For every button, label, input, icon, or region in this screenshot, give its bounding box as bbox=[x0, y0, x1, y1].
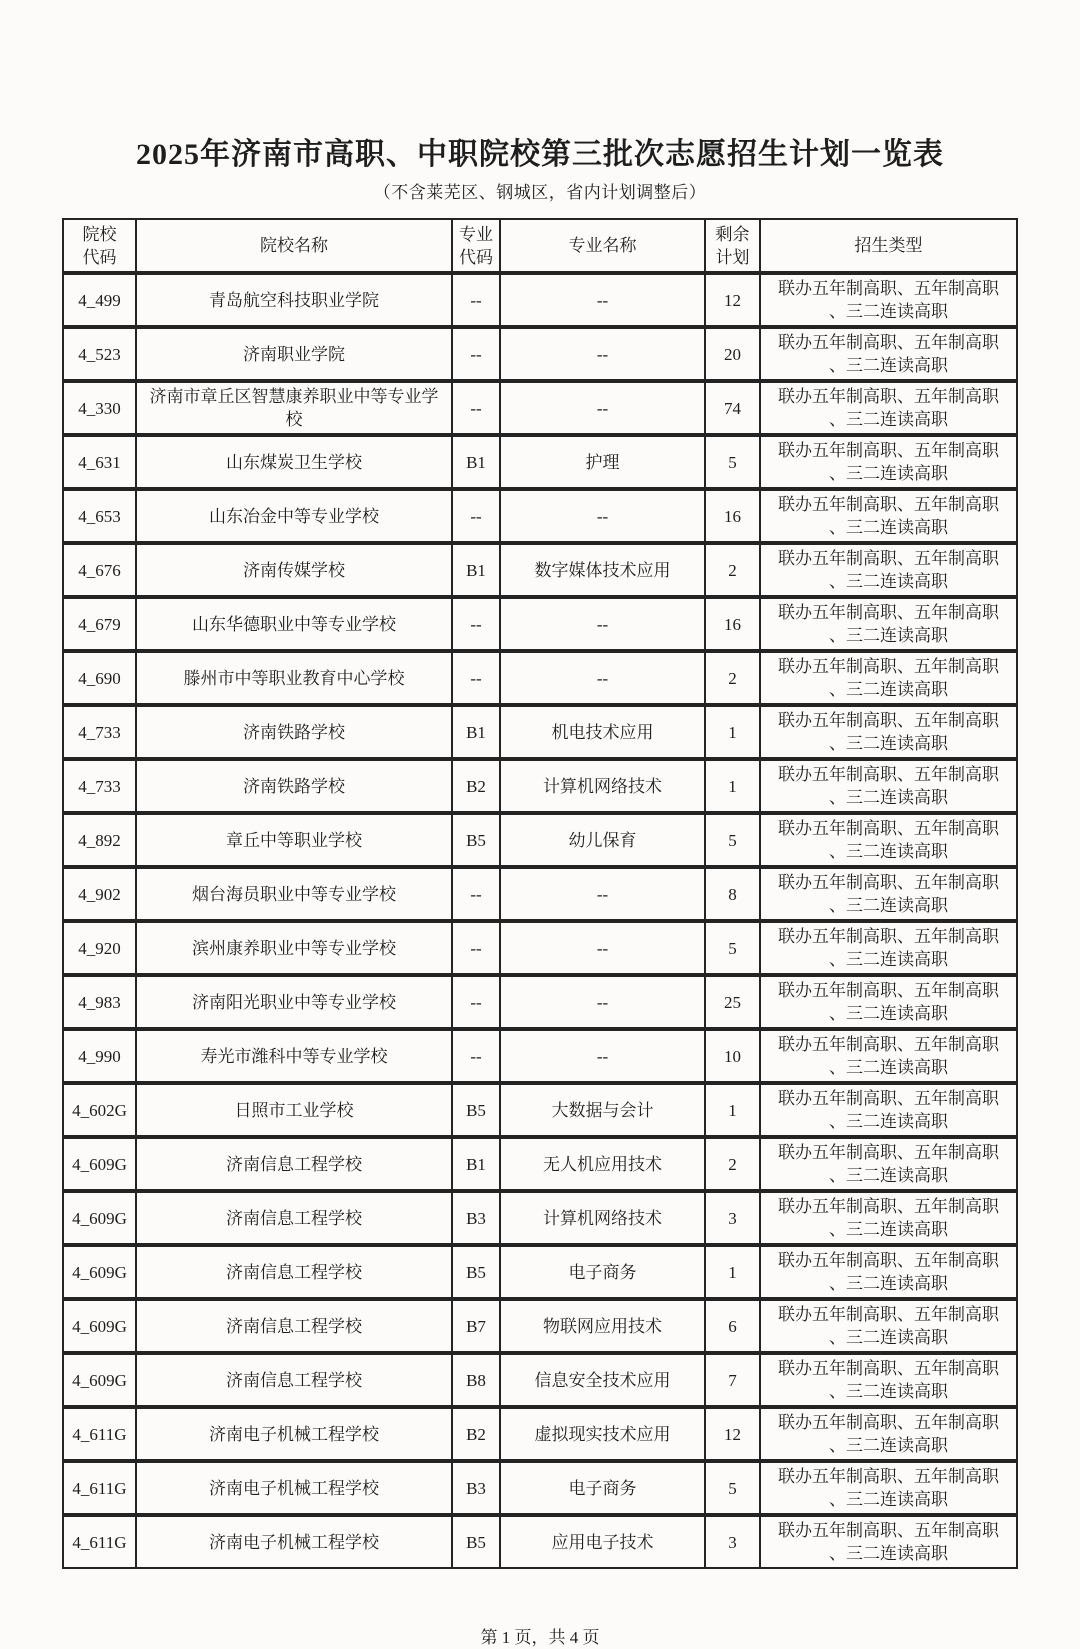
enrollment-type-line2: 、三二连读高职 bbox=[829, 1382, 948, 1401]
cell-school-code: 4_733 bbox=[63, 705, 136, 759]
enrollment-type-line2: 、三二连读高职 bbox=[829, 464, 948, 483]
cell-remaining: 5 bbox=[705, 813, 760, 867]
cell-school-name: 滨州康养职业中等专业学校 bbox=[136, 921, 452, 975]
table-row bbox=[63, 435, 1017, 489]
cell-major-name: 信息安全技术应用 bbox=[500, 1353, 705, 1407]
cell-major-name: 电子商务 bbox=[500, 1245, 705, 1299]
cell-remaining: 12 bbox=[705, 273, 760, 327]
cell-enrollment-type bbox=[760, 1137, 1017, 1191]
cell-major-code: -- bbox=[452, 489, 500, 543]
cell-enrollment-type bbox=[760, 489, 1017, 543]
cell-school-name: 济南信息工程学校 bbox=[136, 1137, 452, 1191]
cell-school-name: 济南铁路学校 bbox=[136, 759, 452, 813]
enrollment-type-line1: 联办五年制高职、五年制高职 bbox=[778, 1251, 999, 1270]
cell-major-code: -- bbox=[452, 1029, 500, 1083]
table-row bbox=[63, 867, 1017, 921]
enrollment-type-line2: 、三二连读高职 bbox=[829, 1490, 948, 1509]
cell-school-name: 济南电子机械工程学校 bbox=[136, 1461, 452, 1515]
cell-school-code: 4_499 bbox=[63, 273, 136, 327]
cell-major-code: B5 bbox=[452, 1245, 500, 1299]
table-row bbox=[63, 1245, 1017, 1299]
cell-remaining: 5 bbox=[705, 921, 760, 975]
enrollment-type-line2: 、三二连读高职 bbox=[829, 1220, 948, 1239]
cell-major-code: B5 bbox=[452, 1515, 500, 1568]
enrollment-type-line2: 、三二连读高职 bbox=[829, 518, 948, 537]
cell-enrollment-type bbox=[760, 921, 1017, 975]
cell-remaining: 20 bbox=[705, 327, 760, 381]
cell-school-code: 4_609G bbox=[63, 1245, 136, 1299]
cell-major-code: B2 bbox=[452, 759, 500, 813]
cell-school-name: 济南信息工程学校 bbox=[136, 1299, 452, 1353]
cell-enrollment-type bbox=[760, 651, 1017, 705]
cell-school-name: 济南电子机械工程学校 bbox=[136, 1407, 452, 1461]
cell-major-name: 应用电子技术 bbox=[500, 1515, 705, 1568]
cell-major-name: -- bbox=[500, 975, 705, 1029]
enrollment-type-line2: 、三二连读高职 bbox=[829, 410, 948, 429]
col-header-remaining bbox=[705, 219, 760, 273]
table-row bbox=[63, 705, 1017, 759]
table-row bbox=[63, 327, 1017, 381]
cell-school-code: 4_733 bbox=[63, 759, 136, 813]
table-row bbox=[63, 921, 1017, 975]
cell-enrollment-type bbox=[760, 1407, 1017, 1461]
col-header-school-code bbox=[63, 219, 136, 273]
col-header-enrollment-type: 招生类型 bbox=[760, 219, 1017, 273]
enrollment-type-line2: 、三二连读高职 bbox=[829, 896, 948, 915]
cell-enrollment-type bbox=[760, 543, 1017, 597]
cell-school-code: 4_676 bbox=[63, 543, 136, 597]
cell-school-name: 济南阳光职业中等专业学校 bbox=[136, 975, 452, 1029]
cell-major-name: 护理 bbox=[500, 435, 705, 489]
cell-remaining: 1 bbox=[705, 1245, 760, 1299]
cell-school-code: 4_609G bbox=[63, 1299, 136, 1353]
enrollment-type-line2: 、三二连读高职 bbox=[829, 1004, 948, 1023]
cell-major-name: -- bbox=[500, 273, 705, 327]
cell-school-code: 4_609G bbox=[63, 1191, 136, 1245]
cell-enrollment-type bbox=[760, 1191, 1017, 1245]
cell-major-name: -- bbox=[500, 489, 705, 543]
enrollment-type-line1: 联办五年制高职、五年制高职 bbox=[778, 387, 999, 406]
enrollment-type-line1: 联办五年制高职、五年制高职 bbox=[778, 1521, 999, 1540]
cell-remaining: 1 bbox=[705, 759, 760, 813]
enrollment-type-line2: 、三二连读高职 bbox=[829, 626, 948, 645]
enrollment-type-line2: 、三二连读高职 bbox=[829, 680, 948, 699]
cell-major-code: -- bbox=[452, 597, 500, 651]
cell-school-name: 山东冶金中等专业学校 bbox=[136, 489, 452, 543]
cell-remaining: 2 bbox=[705, 543, 760, 597]
cell-remaining: 2 bbox=[705, 651, 760, 705]
table-row bbox=[63, 1353, 1017, 1407]
enrollment-type-line1: 联办五年制高职、五年制高职 bbox=[778, 603, 999, 622]
enrollment-type-line1: 联办五年制高职、五年制高职 bbox=[778, 657, 999, 676]
cell-school-code: 4_609G bbox=[63, 1353, 136, 1407]
cell-enrollment-type bbox=[760, 705, 1017, 759]
enrollment-type-line1: 联办五年制高职、五年制高职 bbox=[778, 441, 999, 460]
cell-school-code: 4_330 bbox=[63, 381, 136, 435]
cell-major-code: -- bbox=[452, 273, 500, 327]
col-header-major-code-line2: 代码 bbox=[459, 247, 493, 267]
cell-enrollment-type bbox=[760, 1461, 1017, 1515]
table-row bbox=[63, 1407, 1017, 1461]
enrollment-type-line2: 、三二连读高职 bbox=[829, 734, 948, 753]
cell-major-name: -- bbox=[500, 1029, 705, 1083]
enrollment-type-line1: 联办五年制高职、五年制高职 bbox=[778, 927, 999, 946]
table-row bbox=[63, 1137, 1017, 1191]
cell-enrollment-type bbox=[760, 1353, 1017, 1407]
page-title: 2025年济南市高职、中职院校第三批次志愿招生计划一览表 bbox=[136, 138, 944, 171]
cell-major-code: -- bbox=[452, 381, 500, 435]
cell-major-name: 计算机网络技术 bbox=[500, 759, 705, 813]
cell-school-name: 山东煤炭卫生学校 bbox=[136, 435, 452, 489]
cell-major-name: -- bbox=[500, 867, 705, 921]
cell-remaining: 1 bbox=[705, 1083, 760, 1137]
cell-major-code: B5 bbox=[452, 1083, 500, 1137]
cell-school-name: 济南铁路学校 bbox=[136, 705, 452, 759]
cell-major-name: 大数据与会计 bbox=[500, 1083, 705, 1137]
cell-remaining: 3 bbox=[705, 1515, 760, 1568]
col-header-major-code bbox=[452, 219, 500, 273]
page-footer: 第 1 页，共 4 页 bbox=[480, 1628, 600, 1647]
col-header-remaining-line2: 计划 bbox=[715, 247, 750, 267]
enrollment-type-line1: 联办五年制高职、五年制高职 bbox=[778, 711, 999, 730]
cell-remaining: 6 bbox=[705, 1299, 760, 1353]
cell-remaining: 10 bbox=[705, 1029, 760, 1083]
cell-school-code: 4_631 bbox=[63, 435, 136, 489]
cell-major-code: -- bbox=[452, 921, 500, 975]
cell-major-code: B3 bbox=[452, 1461, 500, 1515]
table-row bbox=[63, 1083, 1017, 1137]
enrollment-type-line2: 、三二连读高职 bbox=[829, 302, 948, 321]
table-row bbox=[63, 489, 1017, 543]
cell-major-name: 机电技术应用 bbox=[500, 705, 705, 759]
cell-major-name: -- bbox=[500, 651, 705, 705]
cell-major-name: -- bbox=[500, 597, 705, 651]
cell-major-name: -- bbox=[500, 327, 705, 381]
cell-school-code: 4_523 bbox=[63, 327, 136, 381]
cell-remaining: 25 bbox=[705, 975, 760, 1029]
enrollment-type-line2: 、三二连读高职 bbox=[829, 1544, 948, 1563]
cell-remaining: 8 bbox=[705, 867, 760, 921]
cell-school-name: 济南传媒学校 bbox=[136, 543, 452, 597]
cell-major-name: -- bbox=[500, 381, 705, 435]
enrollment-type-line1: 联办五年制高职、五年制高职 bbox=[778, 495, 999, 514]
cell-remaining: 5 bbox=[705, 435, 760, 489]
cell-school-code: 4_690 bbox=[63, 651, 136, 705]
cell-enrollment-type bbox=[760, 1515, 1017, 1568]
table-header-row bbox=[63, 219, 1017, 273]
enrollment-type-line1: 联办五年制高职、五年制高职 bbox=[778, 873, 999, 892]
cell-school-name: 济南职业学院 bbox=[136, 327, 452, 381]
enrollment-type-line1: 联办五年制高职、五年制高职 bbox=[778, 1305, 999, 1324]
page-subtitle: （不含莱芜区、钢城区，省内计划调整后） bbox=[373, 183, 707, 202]
cell-major-code: B7 bbox=[452, 1299, 500, 1353]
enrollment-type-line1: 联办五年制高职、五年制高职 bbox=[778, 1143, 999, 1162]
enrollment-type-line2: 、三二连读高职 bbox=[829, 1274, 948, 1293]
cell-school-code: 4_611G bbox=[63, 1407, 136, 1461]
enrollment-type-line1: 联办五年制高职、五年制高职 bbox=[778, 981, 999, 1000]
enrollment-type-line1: 联办五年制高职、五年制高职 bbox=[778, 1359, 999, 1378]
enrollment-plan-table bbox=[62, 218, 1018, 1569]
cell-major-code: B2 bbox=[452, 1407, 500, 1461]
cell-enrollment-type bbox=[760, 381, 1017, 435]
cell-major-name: 物联网应用技术 bbox=[500, 1299, 705, 1353]
cell-remaining: 12 bbox=[705, 1407, 760, 1461]
cell-major-code: B5 bbox=[452, 813, 500, 867]
cell-remaining: 3 bbox=[705, 1191, 760, 1245]
cell-major-name: 虚拟现实技术应用 bbox=[500, 1407, 705, 1461]
cell-school-name: 济南信息工程学校 bbox=[136, 1191, 452, 1245]
cell-school-code: 4_983 bbox=[63, 975, 136, 1029]
cell-school-name: 青岛航空科技职业学院 bbox=[136, 273, 452, 327]
cell-school-name: 济南信息工程学校 bbox=[136, 1245, 452, 1299]
cell-remaining: 5 bbox=[705, 1461, 760, 1515]
cell-enrollment-type bbox=[760, 1029, 1017, 1083]
cell-major-code: -- bbox=[452, 867, 500, 921]
cell-school-code: 4_609G bbox=[63, 1137, 136, 1191]
table-body bbox=[63, 273, 1017, 1568]
cell-major-name: -- bbox=[500, 921, 705, 975]
table-row bbox=[63, 1299, 1017, 1353]
enrollment-type-line1: 联办五年制高职、五年制高职 bbox=[778, 1413, 999, 1432]
cell-school-code: 4_920 bbox=[63, 921, 136, 975]
cell-major-name: 无人机应用技术 bbox=[500, 1137, 705, 1191]
cell-major-code: B1 bbox=[452, 435, 500, 489]
cell-remaining: 2 bbox=[705, 1137, 760, 1191]
enrollment-type-line2: 、三二连读高职 bbox=[829, 356, 948, 375]
cell-enrollment-type bbox=[760, 1299, 1017, 1353]
table-row bbox=[63, 651, 1017, 705]
cell-remaining: 1 bbox=[705, 705, 760, 759]
cell-major-name: 幼儿保育 bbox=[500, 813, 705, 867]
enrollment-type-line2: 、三二连读高职 bbox=[829, 1166, 948, 1185]
table-row bbox=[63, 1029, 1017, 1083]
cell-major-code: B1 bbox=[452, 1137, 500, 1191]
col-header-school-name: 院校名称 bbox=[136, 219, 452, 273]
cell-enrollment-type bbox=[760, 813, 1017, 867]
table-row bbox=[63, 381, 1017, 435]
enrollment-type-line2: 、三二连读高职 bbox=[829, 788, 948, 807]
table-row bbox=[63, 759, 1017, 813]
cell-major-code: -- bbox=[452, 975, 500, 1029]
cell-major-code: B1 bbox=[452, 543, 500, 597]
cell-remaining: 16 bbox=[705, 489, 760, 543]
table-row bbox=[63, 813, 1017, 867]
table-row bbox=[63, 1515, 1017, 1568]
enrollment-type-line1: 联办五年制高职、五年制高职 bbox=[778, 1035, 999, 1054]
col-header-remaining-line1: 剩余 bbox=[715, 224, 750, 244]
cell-school-name: 济南电子机械工程学校 bbox=[136, 1515, 452, 1568]
cell-enrollment-type bbox=[760, 759, 1017, 813]
cell-enrollment-type bbox=[760, 1245, 1017, 1299]
cell-major-name: 数字媒体技术应用 bbox=[500, 543, 705, 597]
cell-enrollment-type bbox=[760, 597, 1017, 651]
col-header-school-code-line1: 院校 bbox=[82, 224, 117, 244]
cell-enrollment-type bbox=[760, 1083, 1017, 1137]
table-row bbox=[63, 1191, 1017, 1245]
enrollment-type-line1: 联办五年制高职、五年制高职 bbox=[778, 819, 999, 838]
cell-school-name: 寿光市潍科中等专业学校 bbox=[136, 1029, 452, 1083]
enrollment-type-line2: 、三二连读高职 bbox=[829, 1328, 948, 1347]
cell-school-name: 济南市章丘区智慧康养职业中等专业学校 bbox=[136, 381, 452, 435]
cell-school-name: 章丘中等职业学校 bbox=[136, 813, 452, 867]
table-row bbox=[63, 273, 1017, 327]
cell-school-code: 4_902 bbox=[63, 867, 136, 921]
cell-remaining: 16 bbox=[705, 597, 760, 651]
cell-school-name: 烟台海员职业中等专业学校 bbox=[136, 867, 452, 921]
cell-major-code: -- bbox=[452, 651, 500, 705]
cell-major-code: B1 bbox=[452, 705, 500, 759]
cell-enrollment-type bbox=[760, 435, 1017, 489]
enrollment-type-line2: 、三二连读高职 bbox=[829, 572, 948, 591]
cell-remaining: 74 bbox=[705, 381, 760, 435]
cell-school-code: 4_653 bbox=[63, 489, 136, 543]
cell-major-name: 电子商务 bbox=[500, 1461, 705, 1515]
cell-school-name: 济南信息工程学校 bbox=[136, 1353, 452, 1407]
cell-school-code: 4_611G bbox=[63, 1461, 136, 1515]
cell-school-code: 4_611G bbox=[63, 1515, 136, 1568]
col-header-school-code-line2: 代码 bbox=[82, 247, 117, 267]
col-header-major-name: 专业名称 bbox=[500, 219, 705, 273]
cell-school-name: 滕州市中等职业教育中心学校 bbox=[136, 651, 452, 705]
cell-major-name: 计算机网络技术 bbox=[500, 1191, 705, 1245]
enrollment-type-line1: 联办五年制高职、五年制高职 bbox=[778, 279, 999, 298]
col-header-major-code-line1: 专业 bbox=[459, 224, 493, 244]
enrollment-type-line2: 、三二连读高职 bbox=[829, 1436, 948, 1455]
table-row bbox=[63, 1461, 1017, 1515]
enrollment-type-line1: 联办五年制高职、五年制高职 bbox=[778, 549, 999, 568]
enrollment-type-line2: 、三二连读高职 bbox=[829, 950, 948, 969]
table-row bbox=[63, 975, 1017, 1029]
cell-major-code: B3 bbox=[452, 1191, 500, 1245]
cell-school-code: 4_990 bbox=[63, 1029, 136, 1083]
enrollment-type-line2: 、三二连读高职 bbox=[829, 842, 948, 861]
enrollment-type-line1: 联办五年制高职、五年制高职 bbox=[778, 1467, 999, 1486]
cell-school-name: 山东华德职业中等专业学校 bbox=[136, 597, 452, 651]
enrollment-type-line2: 、三二连读高职 bbox=[829, 1112, 948, 1131]
enrollment-type-line2: 、三二连读高职 bbox=[829, 1058, 948, 1077]
cell-enrollment-type bbox=[760, 867, 1017, 921]
table-row bbox=[63, 597, 1017, 651]
cell-school-code: 4_892 bbox=[63, 813, 136, 867]
cell-school-code: 4_602G bbox=[63, 1083, 136, 1137]
enrollment-type-line1: 联办五年制高职、五年制高职 bbox=[778, 1197, 999, 1216]
cell-enrollment-type bbox=[760, 327, 1017, 381]
cell-major-code: -- bbox=[452, 327, 500, 381]
cell-school-code: 4_679 bbox=[63, 597, 136, 651]
enrollment-type-line1: 联办五年制高职、五年制高职 bbox=[778, 765, 999, 784]
cell-remaining: 7 bbox=[705, 1353, 760, 1407]
enrollment-type-line1: 联办五年制高职、五年制高职 bbox=[778, 1089, 999, 1108]
table-row bbox=[63, 543, 1017, 597]
cell-school-name: 日照市工业学校 bbox=[136, 1083, 452, 1137]
enrollment-type-line1: 联办五年制高职、五年制高职 bbox=[778, 333, 999, 352]
cell-major-code: B8 bbox=[452, 1353, 500, 1407]
cell-enrollment-type bbox=[760, 273, 1017, 327]
cell-enrollment-type bbox=[760, 975, 1017, 1029]
